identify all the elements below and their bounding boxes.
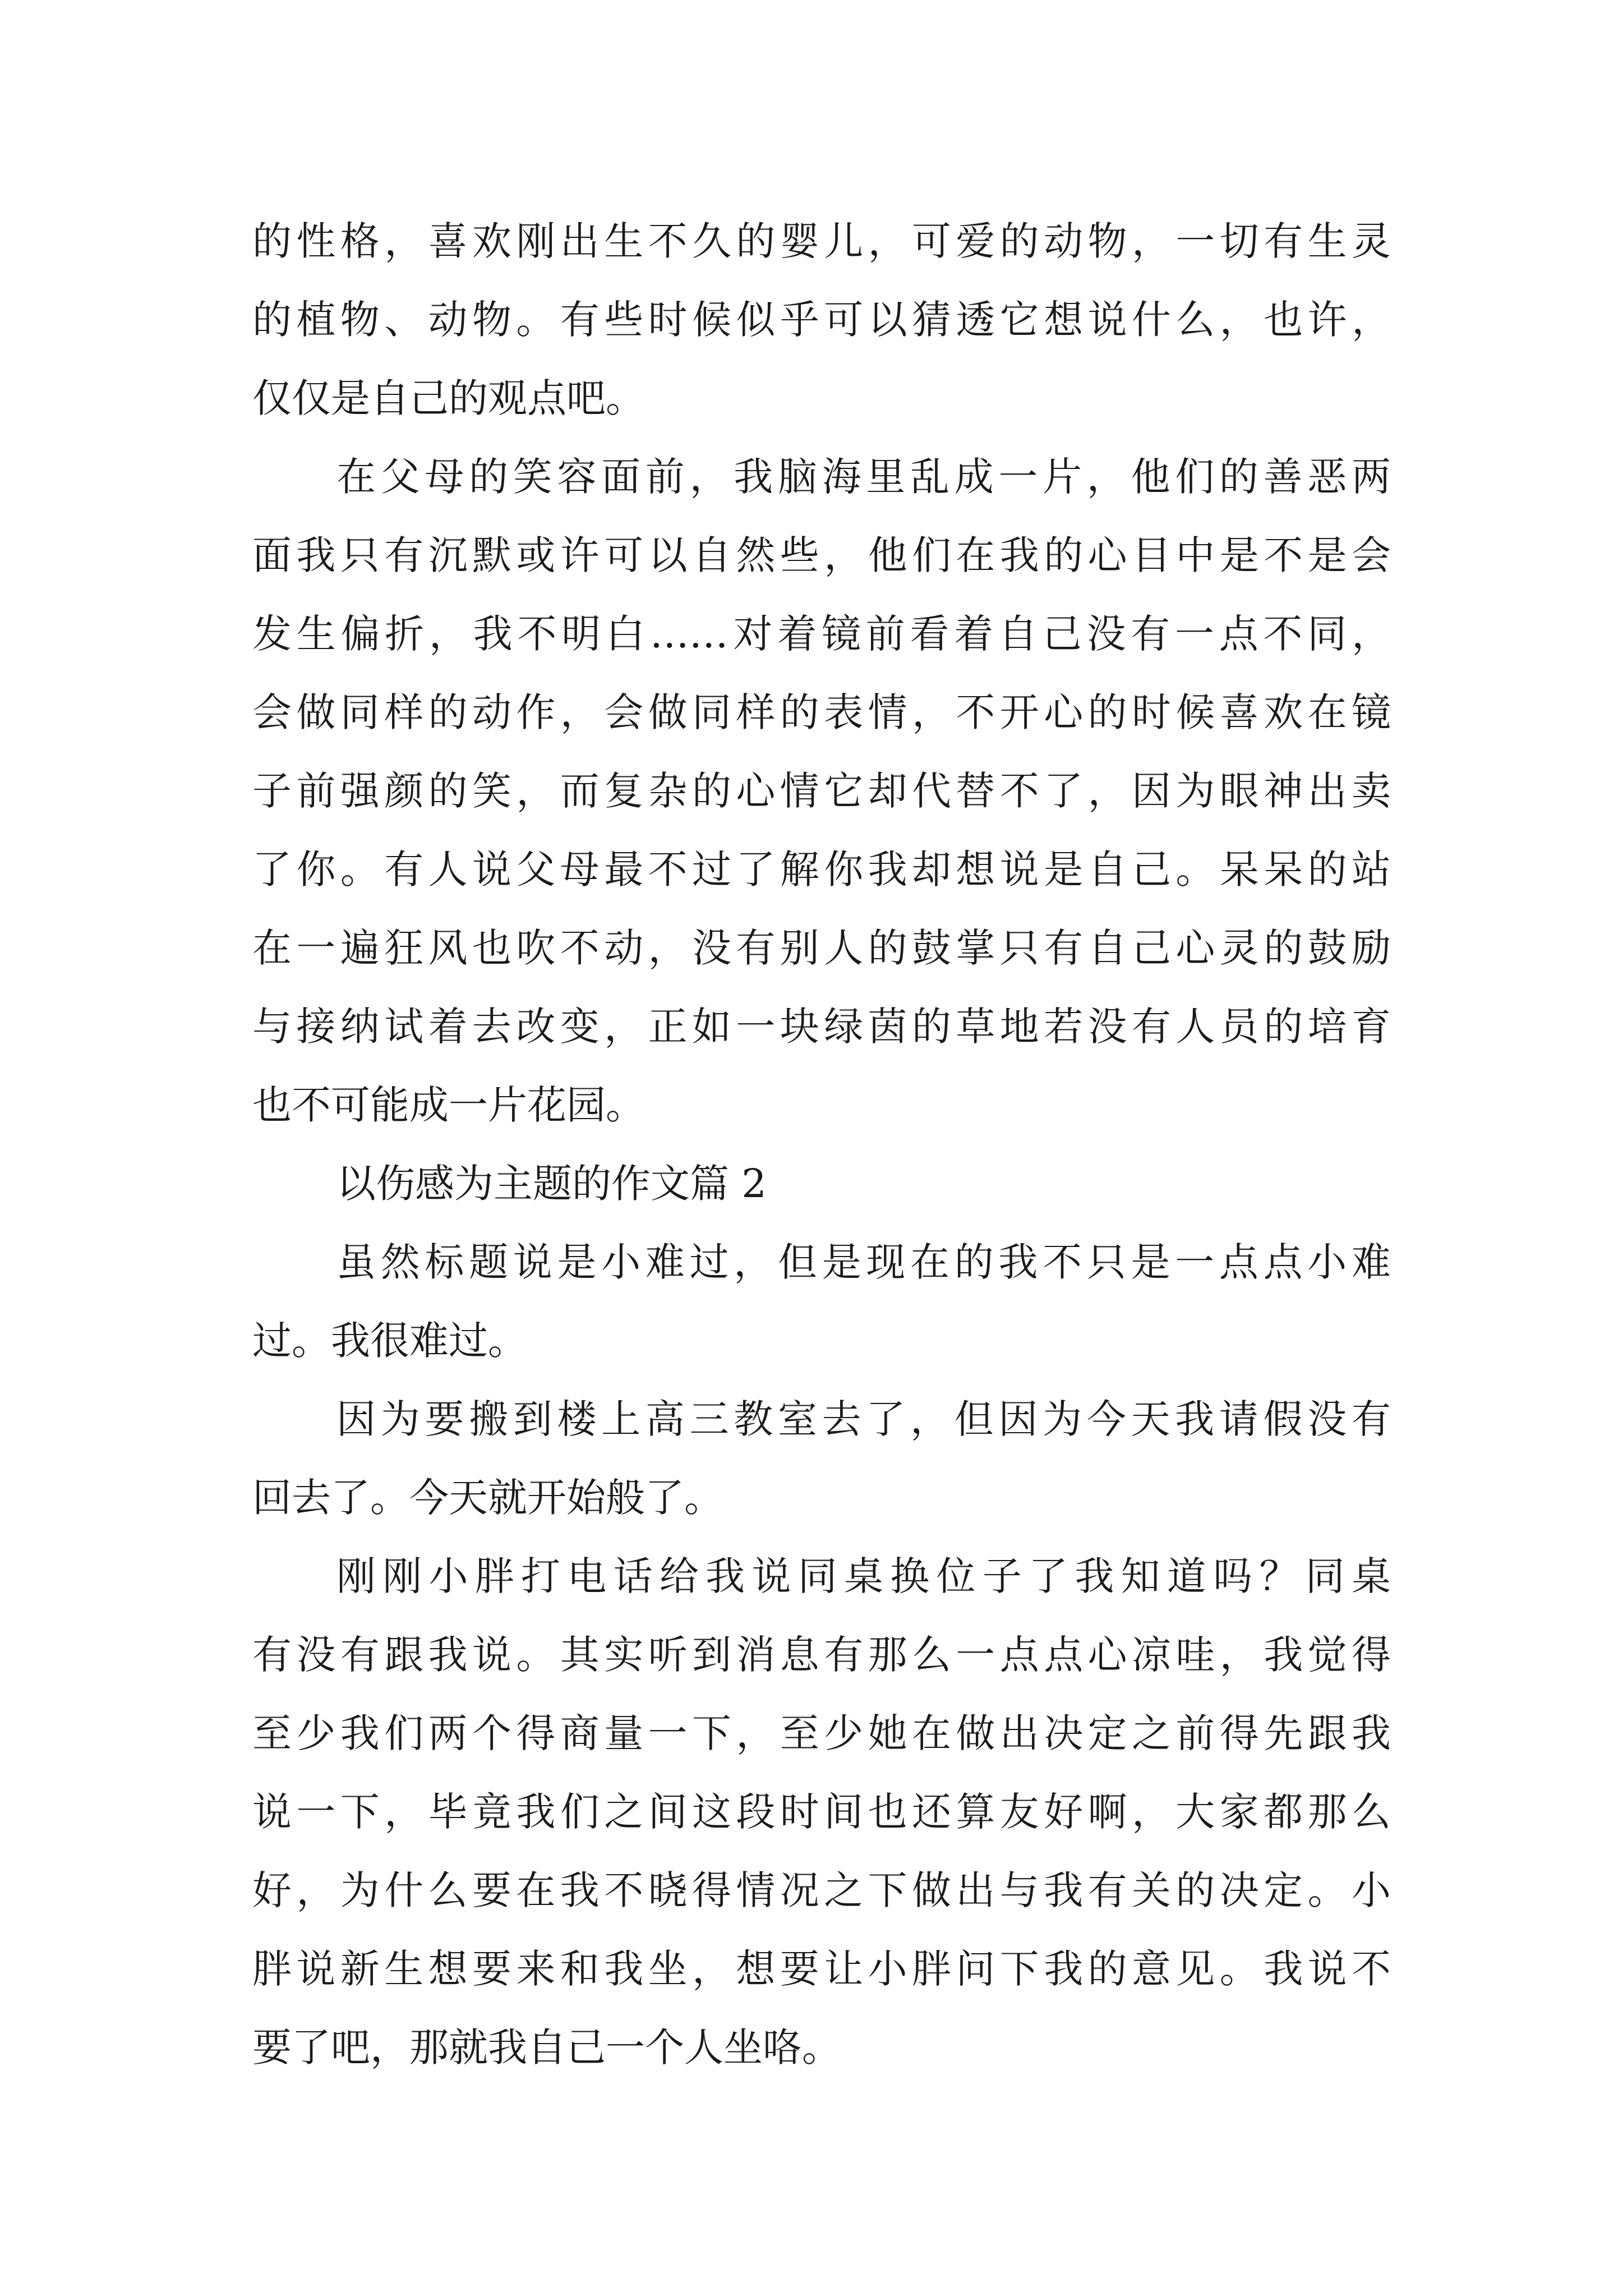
text-line: 虽然标题说是小难过，但是现在的我不只是一点点小难 (336, 1239, 1391, 1285)
text-line: 与接纳试着去改变，正如一块绿茵的草地若没有人员的培育 (252, 1004, 1391, 1050)
text-line: 说一下，毕竟我们之间这段时间也还算友好啊，大家都那么 (252, 1789, 1391, 1835)
text-line: 好，为什么要在我不晓得情况之下做出与我有关的决定。小 (252, 1867, 1391, 1913)
text-line: 子前强颜的笑，而复杂的心情它却代替不了，因为眼神出卖 (252, 768, 1391, 814)
text-line: 胖说新生想要来和我坐，想要让小胖问下我的意见。我说不 (252, 1946, 1391, 1992)
text-line: 在父母的笑容面前，我脑海里乱成一片，他们的善恶两 (336, 454, 1391, 500)
text-line: 仅仅是自己的观点吧。 (252, 375, 645, 421)
text-line: 了你。有人说父母最不过了解你我却想说是自己。呆呆的站 (252, 846, 1391, 892)
text-line: 也不可能成一片花园。 (252, 1082, 645, 1128)
text-line: 要了吧，那就我自己一个人坐咯。 (252, 2024, 841, 2070)
text-line: 会做同样的动作，会做同样的表情，不开心的时候喜欢在镜 (252, 689, 1391, 735)
text-line: 至少我们两个得商量一下，至少她在做出决定之前得先跟我 (252, 1710, 1391, 1756)
text-line: 有没有跟我说。其实听到消息有那么一点点心凉哇，我觉得 (252, 1632, 1391, 1678)
text-line: 在一遍狂风也吹不动，没有别人的鼓掌只有自己心灵的鼓励 (252, 925, 1391, 971)
section-heading: 以伤感为主题的作文篇 2 (336, 1161, 767, 1207)
text-line: 过。我很难过。 (252, 1318, 527, 1364)
text-line: 回去了。今天就开始般了。 (252, 1475, 723, 1521)
text-line: 的性格，喜欢刚出生不久的婴儿，可爱的动物，一切有生灵 (252, 218, 1391, 264)
text-line: 面我只有沉默或许可以自然些，他们在我的心目中是不是会 (252, 532, 1391, 578)
text-line: 的植物、动物。有些时候似乎可以猜透它想说什么，也许， (252, 297, 1391, 343)
text-line: 发生偏折，我不明白……对着镜前看着自己没有一点不同， (252, 611, 1391, 657)
text-line: 刚刚小胖打电话给我说同桌换位子了我知道吗？同桌 (336, 1553, 1391, 1599)
text-line: 因为要搬到楼上高三教室去了，但因为今天我请假没有 (336, 1396, 1391, 1442)
